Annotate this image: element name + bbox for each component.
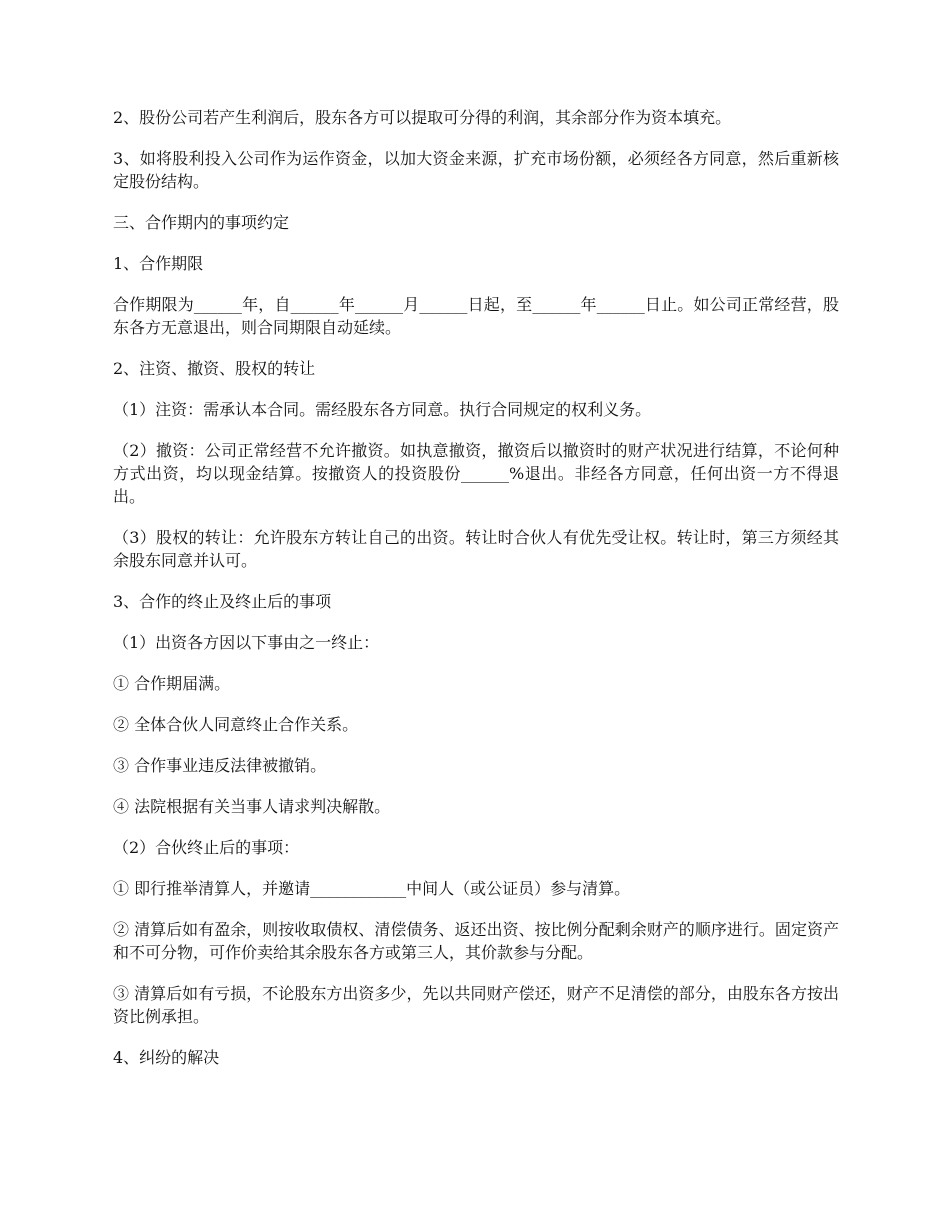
list-item-court-dissolution: ④ 法院根据有关当事人请求判决解散。	[113, 797, 391, 816]
paragraph-capital-injection: （1）注资：需承认本合同。需经股东各方同意。执行合同规定的权利义务。	[113, 400, 652, 419]
document-body	[113, 106, 839, 1087]
subheading-capital-changes: 2、注资、撤资、股权的转让	[113, 359, 316, 378]
paragraph-equity-transfer: （3）股权的转让：允许股东方转让自己的出资。转让时合伙人有优先受让权。转让时，第三方须经其余股东同意并认可。	[113, 528, 839, 570]
paragraph-cooperation-term: 合作期限为______年，自______年______月______日起，至______年______日止。如公司正常经营，股东各方无意退出，则合同期限自动延续。	[113, 295, 839, 337]
paragraph-dividend-reinvestment: 3、如将股利投入公司作为运作资金，以加大资金来源，扩充市场份额，必须经各方同意，然后重新核定股份结构。	[113, 149, 839, 191]
list-item-surplus: ② 清算后如有盈余，则按收取债权、清偿债务、返还出资、按比例分配剩余财产的顺序进行。固定资产和不可分物，可作价卖给其余股东各方或第三人，其价款参与分配。	[113, 920, 839, 962]
list-item-liquidator: ① 即行推举清算人，并邀请____________中间人（或公证员）参与清算。	[113, 879, 631, 898]
list-item-deficit: ③ 清算后如有亏损，不论股东方出资多少，先以共同财产偿还，财产不足清偿的部分，由股东各方按出资比例承担。	[113, 984, 839, 1026]
subheading-dispute-resolution: 4、纠纷的解决	[113, 1048, 220, 1067]
list-item-mutual-agreement: ② 全体合伙人同意终止合作关系。	[113, 715, 359, 734]
paragraph-profit-distribution: 2、股份公司若产生利润后，股东各方可以提取可分得的利润，其余部分作为资本填充。	[113, 108, 732, 127]
subheading-cooperation-term: 1、合作期限	[113, 254, 204, 273]
paragraph-capital-withdrawal: （2）撤资：公司正常经营不允许撤资。如执意撤资，撤资后以撤资时的财产状况进行结算，不论何种方式出资，均以现金结算。按撤资人的投资股份______%退出。非经各方同意，任何出资一方不得退出。	[113, 441, 839, 506]
paragraph-post-termination: （2）合伙终止后的事项：	[113, 838, 300, 857]
list-item-illegal-revoked: ③ 合作事业违反法律被撤销。	[113, 756, 327, 775]
section-heading-cooperation-matters: 三、合作期内的事项约定	[113, 213, 290, 232]
paragraph-termination-causes: （1）出资各方因以下事由之一终止：	[113, 633, 380, 652]
subheading-termination: 3、合作的终止及终止后的事项	[113, 592, 332, 611]
list-item-term-expired: ① 合作期届满。	[113, 674, 231, 693]
